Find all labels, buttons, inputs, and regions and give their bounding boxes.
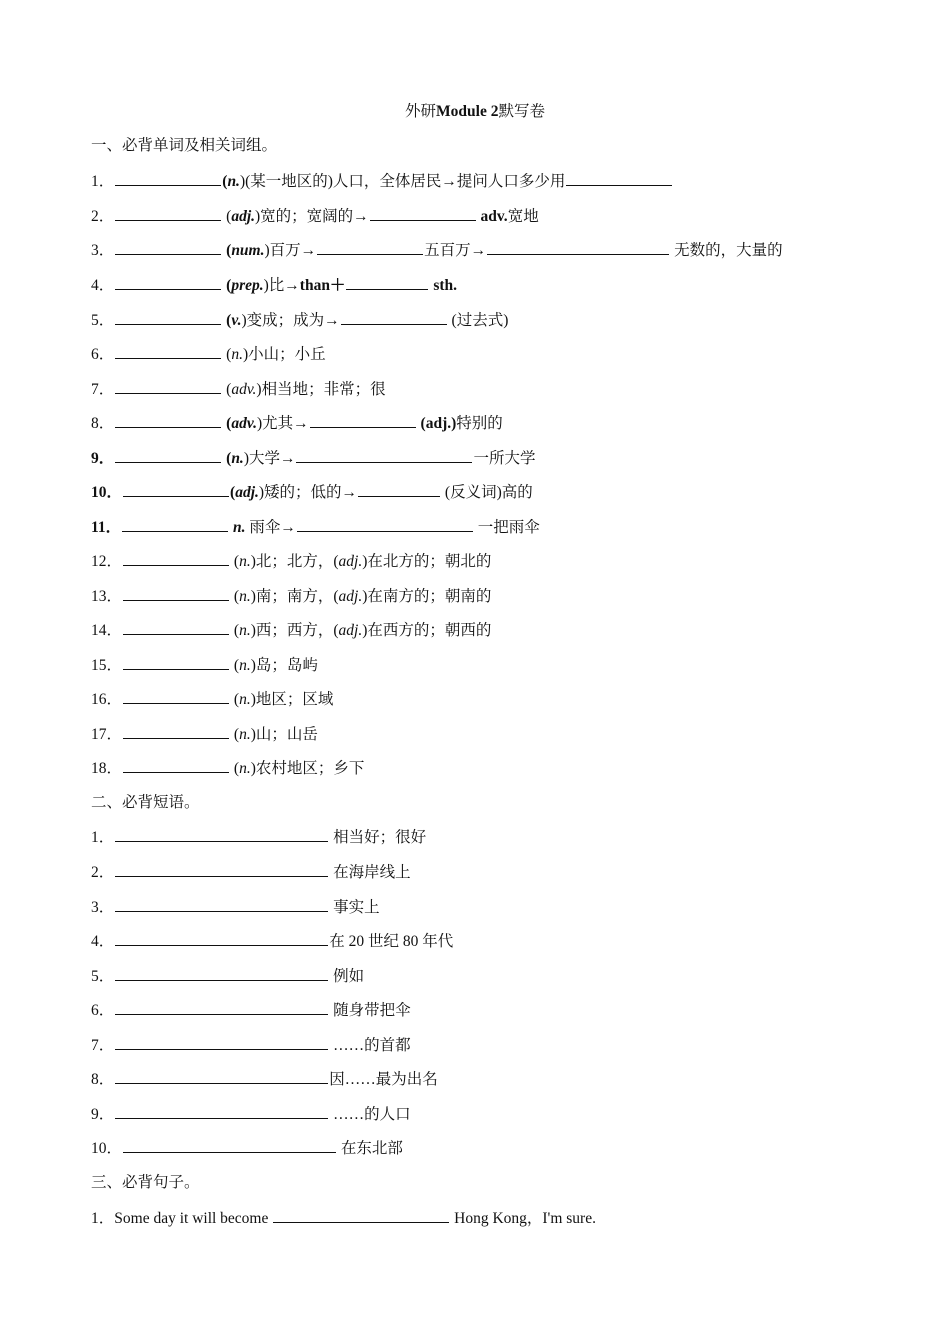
blank[interactable] bbox=[122, 516, 228, 532]
blank[interactable] bbox=[115, 896, 328, 912]
blank[interactable] bbox=[317, 239, 423, 255]
word-item: 4． (prep.)比→than＋ sth. bbox=[91, 274, 457, 296]
blank[interactable] bbox=[115, 999, 328, 1015]
sentence-item: 1．Some day it will become Hong Kong，I'm sure. bbox=[91, 1207, 596, 1229]
word-item: 11． n. 雨伞→ 一把雨伞 bbox=[91, 516, 540, 538]
blank[interactable] bbox=[115, 343, 221, 359]
blank[interactable] bbox=[123, 481, 229, 497]
word-item: 9． (n.)大学→ 一所大学 bbox=[91, 447, 536, 469]
blank[interactable] bbox=[297, 516, 473, 532]
blank[interactable] bbox=[346, 274, 428, 290]
word-item: 16． (n.)地区；区域 bbox=[91, 688, 333, 710]
blank[interactable] bbox=[115, 1068, 328, 1084]
blank[interactable] bbox=[123, 619, 229, 635]
page-title: 外研Module 2默写卷 bbox=[405, 103, 545, 120]
phrase-item: 3． 事实上 bbox=[91, 896, 380, 918]
phrase-item: 9． ……的人口 bbox=[91, 1103, 411, 1125]
section-heading-sentences: 三、必背句子。 bbox=[91, 1174, 200, 1191]
phrase-item: 6． 随身带把伞 bbox=[91, 999, 411, 1021]
word-item: 13． (n.)南；南方，(adj.)在南方的；朝南的 bbox=[91, 585, 491, 607]
blank[interactable] bbox=[115, 309, 221, 325]
blank[interactable] bbox=[487, 239, 669, 255]
phrase-item: 2． 在海岸线上 bbox=[91, 861, 411, 883]
blank[interactable] bbox=[115, 274, 221, 290]
blank[interactable] bbox=[115, 930, 328, 946]
blank[interactable] bbox=[123, 723, 229, 739]
blank[interactable] bbox=[115, 170, 221, 186]
blank[interactable] bbox=[123, 688, 229, 704]
word-item: 1． (n.)(某一地区的)人口，全体居民→提问人口多少用 bbox=[91, 170, 673, 192]
blank[interactable] bbox=[273, 1207, 449, 1223]
blank[interactable] bbox=[115, 965, 328, 981]
word-item: 5． (v.)变成；成为→ (过去式) bbox=[91, 309, 508, 331]
blank[interactable] bbox=[115, 447, 221, 463]
blank[interactable] bbox=[370, 205, 476, 221]
blank[interactable] bbox=[123, 1137, 336, 1153]
blank[interactable] bbox=[115, 378, 221, 394]
blank[interactable] bbox=[296, 447, 472, 463]
blank[interactable] bbox=[115, 412, 221, 428]
phrase-item: 1． 相当好；很好 bbox=[91, 826, 426, 848]
blank[interactable] bbox=[123, 757, 229, 773]
blank[interactable] bbox=[310, 412, 416, 428]
blank[interactable] bbox=[341, 309, 447, 325]
blank[interactable] bbox=[358, 481, 440, 497]
blank[interactable] bbox=[115, 1034, 328, 1050]
word-item: 15． (n.)岛；岛屿 bbox=[91, 654, 318, 676]
word-item: 10． (adj.)矮的；低的→ (反义词)高的 bbox=[91, 481, 533, 503]
phrase-item: 7． ……的首都 bbox=[91, 1034, 411, 1056]
word-item: 7． (adv.)相当地；非常；很 bbox=[91, 378, 386, 400]
word-item: 2． (adj.)宽的；宽阔的→ adv.宽地 bbox=[91, 205, 539, 227]
blank[interactable] bbox=[115, 1103, 328, 1119]
section-heading-words: 一、必背单词及相关词组。 bbox=[91, 137, 278, 154]
phrase-item: 10． 在东北部 bbox=[91, 1137, 403, 1159]
blank[interactable] bbox=[566, 170, 672, 186]
section-heading-phrases: 二、必背短语。 bbox=[91, 794, 200, 811]
blank[interactable] bbox=[115, 205, 221, 221]
word-item: 17． (n.)山；山岳 bbox=[91, 723, 318, 745]
blank[interactable] bbox=[115, 826, 328, 842]
blank[interactable] bbox=[123, 585, 229, 601]
word-item: 18． (n.)农村地区；乡下 bbox=[91, 757, 364, 779]
blank[interactable] bbox=[115, 861, 328, 877]
word-item: 12． (n.)北；北方，(adj.)在北方的；朝北的 bbox=[91, 550, 491, 572]
blank[interactable] bbox=[123, 654, 229, 670]
phrase-item: 5． 例如 bbox=[91, 965, 364, 987]
word-item: 6． (n.)小山；小丘 bbox=[91, 343, 326, 365]
phrase-item: 4． 在 20 世纪 80 年代 bbox=[91, 930, 453, 952]
phrase-item: 8． 因……最为出名 bbox=[91, 1068, 438, 1090]
word-item: 14． (n.)西；西方，(adj.)在西方的；朝西的 bbox=[91, 619, 491, 641]
word-item: 3． (num.)百万→ 五百万→ 无数的，大量的 bbox=[91, 239, 783, 261]
blank[interactable] bbox=[123, 550, 229, 566]
blank[interactable] bbox=[115, 239, 221, 255]
word-item: 8． (adv.)尤其→ (adj.)特别的 bbox=[91, 412, 503, 434]
